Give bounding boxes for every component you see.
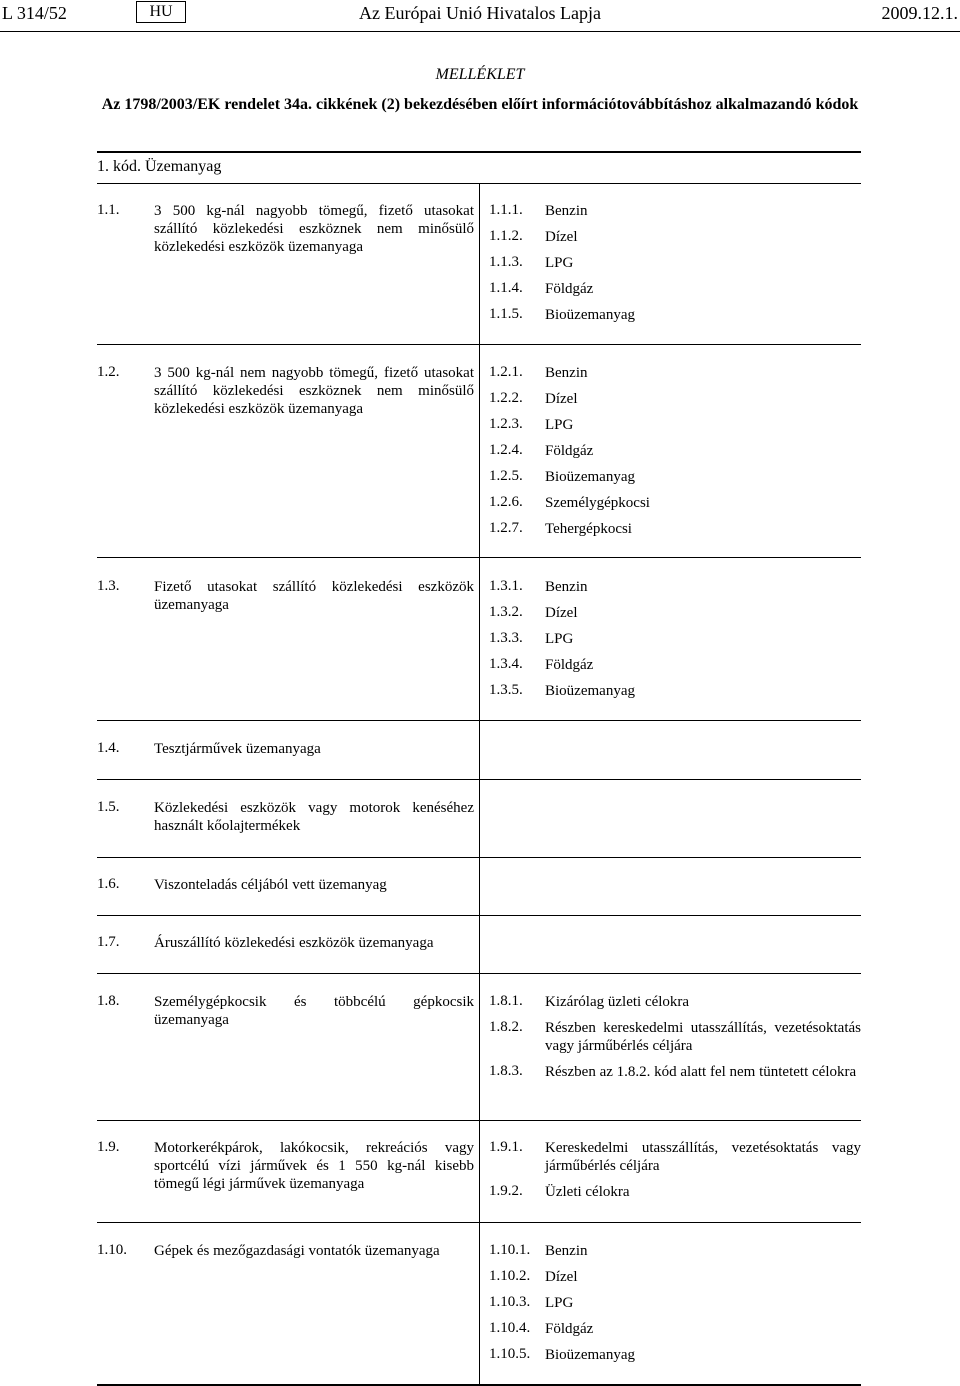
subcode-number: 1.2.6. bbox=[489, 494, 523, 510]
subcode-label: Benzin bbox=[545, 365, 588, 381]
subcode-number: 1.2.5. bbox=[489, 468, 523, 484]
row-description: Gépek és mezőgazdasági vontatók üzemanyaga bbox=[154, 1243, 440, 1259]
subcode-number: 1.1.4. bbox=[489, 280, 523, 296]
subcode-number: 1.10.3. bbox=[489, 1294, 531, 1310]
subcode-item bbox=[489, 1320, 861, 1338]
subcode-item bbox=[489, 442, 861, 460]
subcode-item bbox=[489, 254, 861, 272]
row-description: 3 500 kg-nál nem nagyobb tömegű, fizető utasokat szállító közlekedési eszköznek nem minősülő közlekedési eszközök üzemanyaga bbox=[154, 365, 474, 417]
subcode-item bbox=[489, 1063, 861, 1081]
subcode-label: Részben kereskedelmi utasszállítás, vezetésoktatás vagy járműbérlés céljára bbox=[545, 1020, 861, 1054]
subcode-label: LPG bbox=[545, 417, 574, 433]
row-code: 1.8. bbox=[97, 993, 120, 1009]
subcode-label: Földgáz bbox=[545, 1321, 594, 1337]
row-code: 1.2. bbox=[97, 364, 120, 380]
subcode-number: 1.10.4. bbox=[489, 1320, 531, 1336]
subcode-number: 1.1.5. bbox=[489, 306, 523, 322]
subcode-item bbox=[489, 280, 861, 298]
subcode-number: 1.2.2. bbox=[489, 390, 523, 406]
header-rule bbox=[0, 31, 960, 32]
row-description: Viszonteladás céljából vett üzemanyag bbox=[154, 877, 387, 893]
row-code: 1.9. bbox=[97, 1139, 120, 1155]
subcode-item bbox=[489, 1294, 861, 1312]
subcode-item bbox=[489, 656, 861, 674]
subcode-number: 1.9.1. bbox=[489, 1139, 523, 1155]
journal-name: Az Európai Unió Hivatalos Lapja bbox=[359, 3, 601, 23]
code-title: 1. kód. Üzemanyag bbox=[97, 158, 222, 175]
subcode-label: Dízel bbox=[545, 391, 578, 407]
subcode-item bbox=[489, 578, 861, 596]
subcode-number: 1.2.7. bbox=[489, 520, 523, 536]
row-description: Tesztjárművek üzemanyaga bbox=[154, 741, 321, 757]
row-description: Áruszállító közlekedési eszközök üzemanyaga bbox=[154, 935, 434, 951]
subcode-item bbox=[489, 468, 861, 486]
subcode-item bbox=[489, 1019, 861, 1055]
subcode-label: LPG bbox=[545, 631, 574, 647]
subcode-item bbox=[489, 1242, 861, 1260]
page-reference: L 314/52 bbox=[2, 3, 67, 23]
subcode-label: Bioüzemanyag bbox=[545, 1347, 635, 1363]
subcode-label: Földgáz bbox=[545, 657, 594, 673]
subcode-number: 1.8.1. bbox=[489, 993, 523, 1009]
subcode-number: 1.2.3. bbox=[489, 416, 523, 432]
table-top-rule bbox=[97, 151, 861, 153]
row-code: 1.4. bbox=[97, 740, 120, 756]
subcode-number: 1.8.2. bbox=[489, 1019, 523, 1035]
subcode-item bbox=[489, 1139, 861, 1175]
subcode-item bbox=[489, 364, 861, 382]
row-description: Személygépkocsik és többcélú gépkocsik üzemanyaga bbox=[154, 994, 474, 1028]
row-code: 1.6. bbox=[97, 876, 120, 892]
subcode-label: Dízel bbox=[545, 229, 578, 245]
subcode-label: Benzin bbox=[545, 579, 588, 595]
subcode-label: LPG bbox=[545, 255, 574, 271]
subcode-label: Bioüzemanyag bbox=[545, 683, 635, 699]
subcode-label: Dízel bbox=[545, 605, 578, 621]
subcode-item bbox=[489, 630, 861, 648]
subcode-item bbox=[489, 306, 861, 324]
subcode-number: 1.1.3. bbox=[489, 254, 523, 270]
language-code-box: HU bbox=[136, 1, 186, 23]
subcode-item bbox=[489, 202, 861, 220]
subcode-item bbox=[489, 494, 861, 512]
subcode-label: Kizárólag üzleti célokra bbox=[545, 994, 690, 1010]
subcode-item bbox=[489, 390, 861, 408]
row-description: 3 500 kg-nál nagyobb tömegű, fizető utasokat szállító közlekedési eszköznek nem minősülő közlekedési eszközök üzemanyaga bbox=[154, 203, 474, 255]
subcode-label: Üzleti célokra bbox=[545, 1184, 630, 1200]
subcode-item bbox=[489, 682, 861, 700]
subcode-number: 1.3.2. bbox=[489, 604, 523, 620]
subcode-item bbox=[489, 1346, 861, 1364]
subcode-number: 1.2.4. bbox=[489, 442, 523, 458]
subcode-label: Bioüzemanyag bbox=[545, 469, 635, 485]
subcode-number: 1.1.2. bbox=[489, 228, 523, 244]
row-code: 1.5. bbox=[97, 799, 120, 815]
regulation-title: Az 1798/2003/EK rendelet 34a. cikkének (2) bekezdésében előírt információtovábbításhoz alkalmazandó kódok bbox=[101, 96, 859, 113]
subcode-item bbox=[489, 228, 861, 246]
subcode-number: 1.9.2. bbox=[489, 1183, 523, 1199]
page-header bbox=[0, 0, 960, 32]
column-divider bbox=[479, 183, 480, 1384]
row-description: Motorkerékpárok, lakókocsik, rekreációs vagy sportcélú vízi járművek és 1 550 kg-nál kisebb tömegű légi járművek üzemanyaga bbox=[154, 1140, 474, 1192]
subcode-label: Kereskedelmi utasszállítás, vezetésoktatás vagy járműbérlés céljára bbox=[545, 1140, 861, 1174]
subcode-number: 1.10.5. bbox=[489, 1346, 531, 1362]
subcode-label: Részben az 1.8.2. kód alatt fel nem tüntetett célokra bbox=[545, 1064, 857, 1080]
subcode-label: Földgáz bbox=[545, 443, 594, 459]
subcode-number: 1.3.4. bbox=[489, 656, 523, 672]
subcode-item bbox=[489, 520, 861, 538]
subcode-item bbox=[489, 604, 861, 622]
row-code: 1.3. bbox=[97, 578, 120, 594]
subcode-label: LPG bbox=[545, 1295, 574, 1311]
subcode-number: 1.10.1. bbox=[489, 1242, 531, 1258]
subcode-item bbox=[489, 416, 861, 434]
row-code: 1.7. bbox=[97, 934, 120, 950]
subcode-item bbox=[489, 1183, 861, 1201]
subcode-number: 1.1.1. bbox=[489, 202, 523, 218]
subcode-number: 1.3.3. bbox=[489, 630, 523, 646]
row-code: 1.1. bbox=[97, 202, 120, 218]
subcode-number: 1.8.3. bbox=[489, 1063, 523, 1079]
annex-label: MELLÉKLET bbox=[435, 66, 525, 83]
subcode-number: 1.10.2. bbox=[489, 1268, 531, 1284]
subcode-number: 1.3.5. bbox=[489, 682, 523, 698]
subcode-label: Benzin bbox=[545, 1243, 588, 1259]
publication-date: 2009.12.1. bbox=[881, 3, 958, 23]
subcode-number: 1.2.1. bbox=[489, 364, 523, 380]
subcode-label: Dízel bbox=[545, 1269, 578, 1285]
subcode-item bbox=[489, 993, 861, 1011]
subcode-label: Benzin bbox=[545, 203, 588, 219]
row-code: 1.10. bbox=[97, 1242, 127, 1258]
row-description: Közlekedési eszközök vagy motorok kenéséhez használt kőolajtermékek bbox=[154, 800, 474, 834]
subcode-number: 1.3.1. bbox=[489, 578, 523, 594]
row-description: Fizető utasokat szállító közlekedési eszközök üzemanyaga bbox=[154, 579, 474, 613]
subcode-label: Személygépkocsi bbox=[545, 495, 650, 511]
subcode-label: Földgáz bbox=[545, 281, 594, 297]
subcode-label: Bioüzemanyag bbox=[545, 307, 635, 323]
subcode-item bbox=[489, 1268, 861, 1286]
subcode-label: Tehergépkocsi bbox=[545, 521, 632, 537]
